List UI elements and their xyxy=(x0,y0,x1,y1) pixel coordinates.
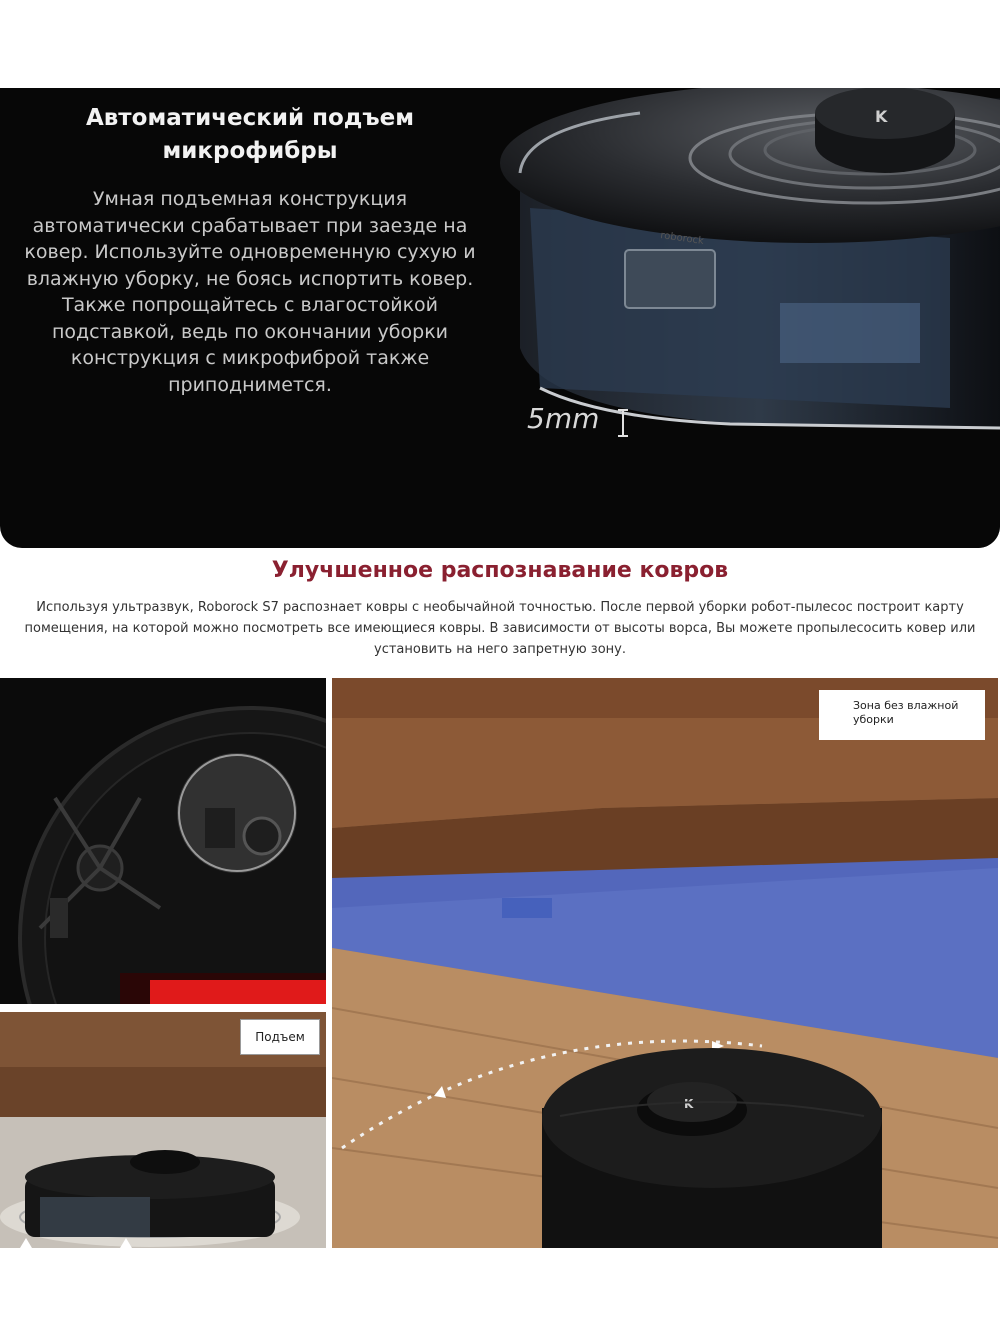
svg-text:K: K xyxy=(875,107,888,126)
robot-closeup-image xyxy=(480,88,1000,548)
banner-title: Автоматический подъем микрофибры xyxy=(85,105,415,164)
svg-text:roborock: roborock xyxy=(659,230,705,248)
banner-description: Умная подъемная конструкция автоматически срабатывает при заезде на ковер. Используйте одновременную сухую и влажную уборку, не боясь испортить ковер. Также попрощайтесь с влагостойкой подставкой, ведь по окончании уборки конструкция с микрофиброй также приподнимется. xyxy=(24,188,476,396)
section-title: Улучшенное распознавание ковров xyxy=(271,558,729,583)
height-marker-icon xyxy=(616,408,630,438)
feature-banner xyxy=(0,88,1000,548)
lift-callout: Подъем xyxy=(240,1019,320,1055)
no-mopping-zone-callout: Зона без влажной уборки xyxy=(819,690,985,740)
section-description: Используя ультразвук, Roborock S7 распознает ковры с необычайной точностью. После первой уборки робот-пылесос построит карту помещения, на которой можно посмотреть все имеющиеся ковры. В зависимости от высоты ворса, Вы можете пропылесосить ковер или установить на него запретную зону. xyxy=(24,600,976,657)
lift-height-label: 5mm xyxy=(527,402,600,435)
robot-carpet-zone-image xyxy=(332,678,998,1248)
svg-text:K: K xyxy=(684,1097,694,1111)
robot-underside-image xyxy=(0,678,326,1004)
